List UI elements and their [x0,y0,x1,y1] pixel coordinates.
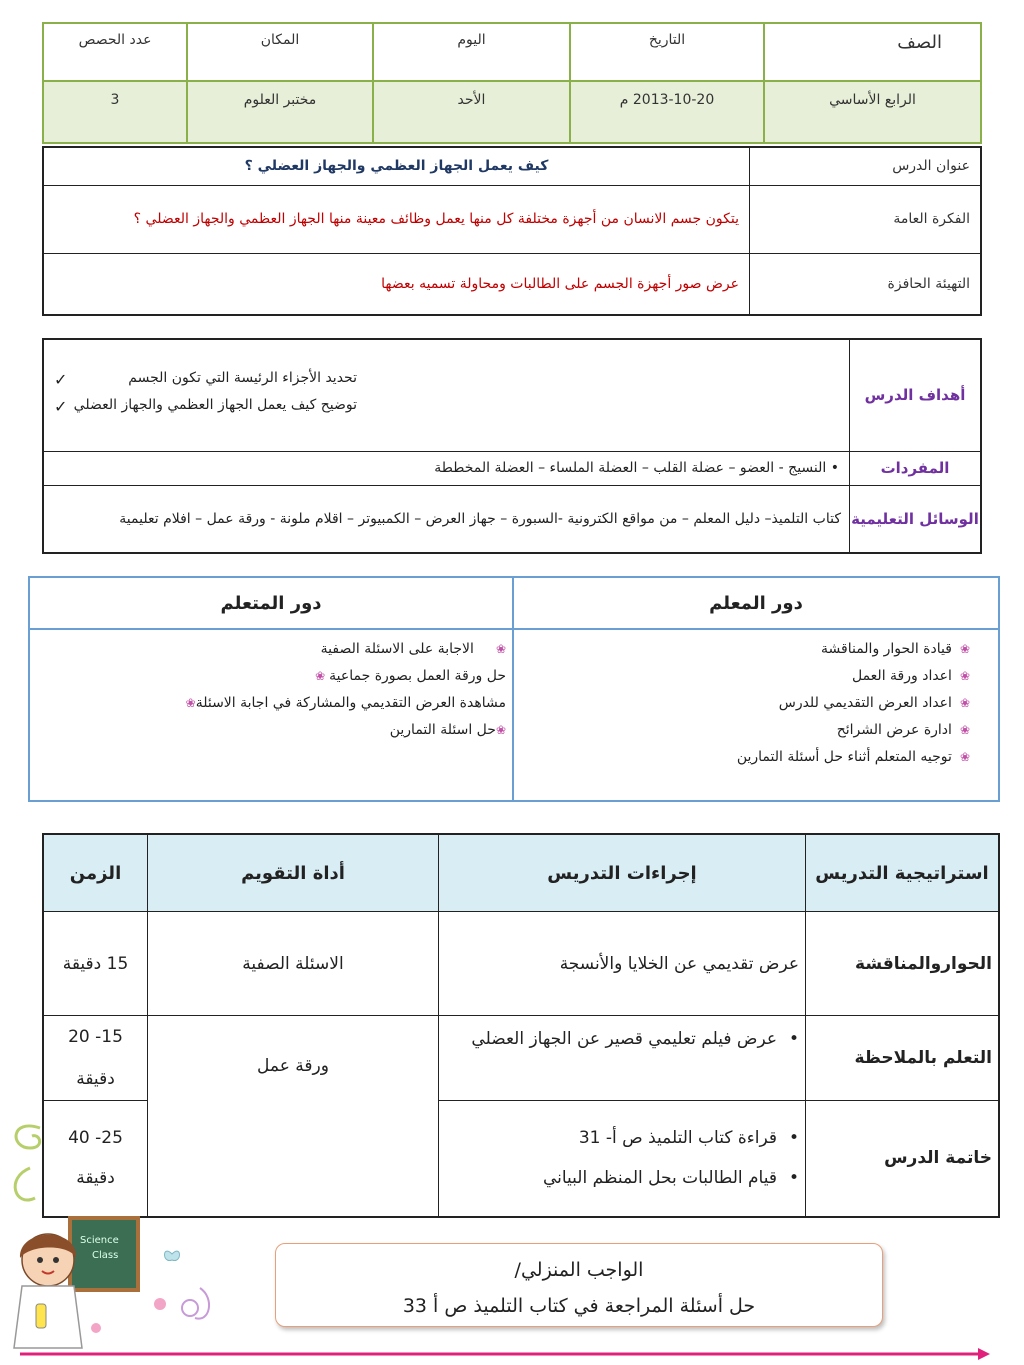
learner-role-cell [29,629,513,801]
flower-icon: ❀ [495,723,506,737]
info-header-date: التاريخ [570,23,764,81]
general-idea-label: الفكرة العامة [750,185,982,253]
teacher-role-header: دور المعلم [513,577,999,629]
info-value-date: 2013-10-20 م [570,81,764,143]
flower-icon: ❀ [959,696,970,710]
objective-text: توضيح كيف يعمل الجهاز العظمي والجهاز العضلي [73,397,357,413]
vocab-value: • النسيج - العضو – عضلة القلب – العضلة الملساء – العضلة المخططة [43,451,850,485]
assessment-header: أداة التقويم [148,834,439,912]
flower-icon: ❀ [315,669,326,683]
procedure-cell [439,1101,806,1217]
info-header-class: الصف [764,23,981,81]
procedures-header: إجراءات التدريس [439,834,806,912]
flower-icon [154,1298,166,1310]
board-text: Class [92,1250,119,1261]
check-icon: ✓ [54,370,68,389]
board-text: Science [80,1235,119,1246]
check-icon: ✓ [54,397,68,416]
tools-value: كتاب التلميذ– دليل المعلم – من مواقع الكترونية -السبورة – جهاز العرض – الكمبيوتر – اقلام ملونة - ورقة عمل – افلام تعليمية [43,485,850,553]
test-tube-icon [36,1304,46,1328]
learner-role-item: ❀حل اسئلة التمارين [389,722,506,738]
flower-icon: ❀ [495,642,506,656]
strategy-cell: الحواروالمناقشة [806,912,1000,1016]
science-girl-illustration [0,1108,270,1365]
homework-box [275,1243,883,1327]
vocab-label: المفردات [850,451,982,485]
flower-icon: ❀ [959,642,970,656]
objective-text: تحديد الأجزاء الرئيسة التي تكون الجسم [128,370,357,386]
learner-role-item: ❀الاجابة على الاسئلة الصفية [320,641,506,657]
warmup-label: التهيئة الحافزة [750,253,982,315]
learner-role-item: مشاهدة العرض التقديمي والمشاركة في اجابة الاسئلة❀ [185,695,506,711]
objective-item [44,393,369,420]
teacher-role-item: ❀اعداد العرض التقديمي للدرس [778,695,970,711]
lesson-table [42,146,982,316]
tools-label: الوسائل التعليمية [850,485,982,553]
assessment-cell: ورقة عمل [148,1016,439,1217]
lesson-title-label: عنوان الدرس [750,147,982,185]
homework-text: حل أسئلة المراجعة في كتاب التلميذ ص أ 33 [402,1295,756,1317]
strategy-header: استراتيجية التدريس [806,834,1000,912]
info-value-class: الرابع الأساسي [764,81,981,143]
strategy-cell: خاتمة الدرس [806,1101,1000,1217]
flower-icon [91,1323,101,1333]
flower-icon: ❀ [959,669,970,683]
time-header: الزمن [43,834,148,912]
teacher-role-item: ❀ادارة عرض الشرائح [836,722,970,738]
info-header-place: المكان [187,23,373,81]
teacher-role-cell [513,629,999,801]
assessment-cell: الاسئلة الصفية [148,912,439,1016]
lesson-title-value: كيف يعمل الجهاز العظمي والجهاز العضلي ؟ [43,147,750,185]
objectives-cell [43,339,850,451]
info-table [42,22,982,144]
info-header-periods: عدد الحصص [43,23,187,81]
flower-icon: ❀ [185,696,196,710]
flower-icon: ❀ [959,750,970,764]
time-cell: 25- 40 دقيقة [43,1101,148,1217]
time-cell: 15 دقيقة [43,912,148,1016]
teacher-role-item: ❀توجيه المتعلم أثناء حل أسئلة التمارين [736,749,970,765]
procedure-cell: عرض تقديمي عن الخلايا والأنسجة [439,912,806,1016]
procedure-item: • عرض فيلم تعليمي قصير عن الجهاز العضلي [465,1022,805,1056]
bottom-arrow-decoration [20,1346,990,1362]
teacher-role-item: ❀اعداد ورقة العمل [851,668,970,684]
strategy-cell: التعلم بالملاحظة [806,1016,1000,1101]
swirl-decoration [16,1126,40,1148]
swirl-decoration [182,1300,198,1316]
time-cell: 15- 20 دقيقة [43,1016,148,1101]
procedure-item: • قراءة كتاب التلميذ ص أ- 31 [479,1118,805,1158]
procedure-cell [439,1016,806,1101]
procedure-item: • قيام الطالبات بحل المنظم البياني [479,1158,805,1198]
objective-item [44,366,369,393]
info-value-place: مختبر العلوم [187,81,373,143]
teacher-role-item: ❀قيادة الحوار والمناقشة [821,641,970,657]
warmup-value: عرض صور أجهزة الجسم على الطالبات ومحاولة تسميه بعضها [43,253,750,315]
learner-role-header: دور المتعلم [29,577,513,629]
objectives-label: أهداف الدرس [850,339,982,451]
roles-table [28,576,1000,802]
butterfly-icon [165,1251,180,1260]
flower-icon: ❀ [959,723,970,737]
info-header-day: اليوم [373,23,570,81]
info-value-periods: 3 [43,81,187,143]
lab-coat [14,1286,82,1348]
swirl-decoration [15,1168,35,1200]
objectives-table [42,338,982,554]
homework-title: الواجب المنزلي/ [514,1259,644,1281]
general-idea-value: يتكون جسم الانسان من أجهزة مختلفة كل منها يعمل وظائف معينة منها الجهاز العظمي والجهاز العضلي ؟ [43,185,750,253]
learner-role-item: حل ورقة العمل بصورة جماعية❀ [315,668,506,684]
info-value-day: الأحد [373,81,570,143]
